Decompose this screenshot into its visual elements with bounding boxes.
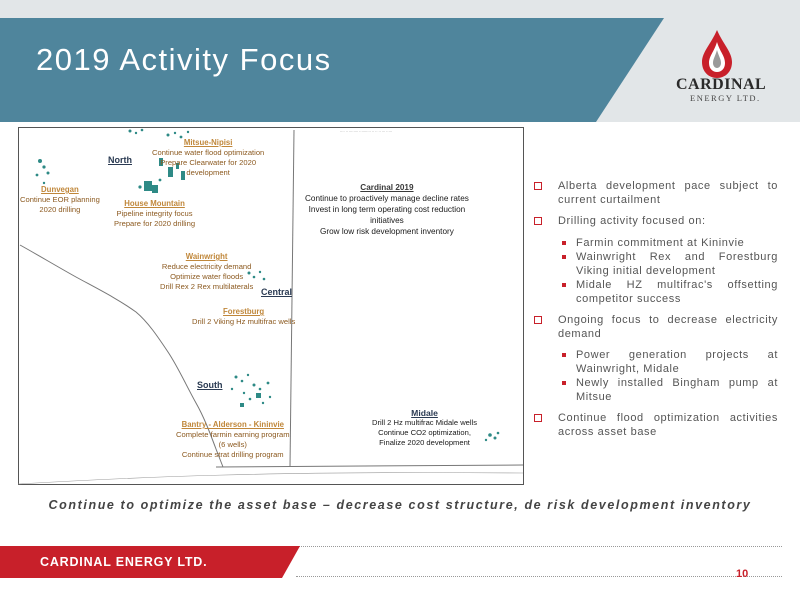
- zone-north: North: [108, 155, 132, 165]
- square-bullet-icon: [562, 255, 566, 259]
- area-house-mountain: House Mountain Pipeline integrity focus Prepare for 2020 drilling: [114, 199, 196, 228]
- logo-subtitle: ENERGY LTD.: [690, 93, 761, 103]
- sub-bullet-item: Wainwright Rex and Forestburg Viking initial development: [532, 251, 778, 278]
- map-legend-strip: ···· ·· ········ ·········· ·· ·· ·· ··· ·····: [340, 130, 393, 134]
- square-bullet-icon: [562, 381, 566, 385]
- sub-bullet-item: Power generation projects at Wainwright, Midale: [532, 349, 778, 376]
- sub-bullet-item: Midale HZ multifrac's offsetting competitor success: [532, 279, 778, 306]
- checkbox-bullet-icon: [534, 414, 542, 422]
- area-dunvegan: Dunvegan Continue EOR planning 2020 drilling: [20, 185, 100, 214]
- checkbox-bullet-icon: [534, 182, 542, 190]
- bullet-list: [532, 180, 778, 447]
- footer-company-name: CARDINAL ENERGY LTD.: [40, 555, 208, 569]
- area-bantry-alderson-kininvie: Bantry - Alderson - Kininvie Complete farmin earning program (6 wells) Continue strat drilling program: [176, 420, 290, 459]
- sub-bullet-list: [532, 349, 778, 404]
- sub-bullet-item: Farmin commitment at Kininvie: [532, 237, 778, 251]
- bullet-item: Ongoing focus to decrease electricity demand: [532, 314, 778, 341]
- square-bullet-icon: [562, 241, 566, 245]
- cardinal-logo-icon: [697, 28, 737, 80]
- sub-bullet-item: Newly installed Bingham pump at Mitsue: [532, 377, 778, 404]
- checkbox-bullet-icon: [534, 217, 542, 225]
- footer-divider: [296, 576, 782, 577]
- tagline: Continue to optimize the asset base – decrease cost structure, de risk development inventory: [48, 498, 752, 512]
- area-midale: Midale Drill 2 Hz multifrac Midale wells Continue CO2 optimization, Finalize 2020 development: [372, 408, 478, 447]
- cardinal-2019-summary: Cardinal 2019 Continue to proactively manage decline rates Invest in long term operating cost reduction initiatives Grow low risk development inventory: [305, 183, 469, 236]
- page-number: 10: [736, 568, 749, 580]
- bullet-item: Drilling activity focused on:: [532, 215, 778, 229]
- page-title: 2019 Activity Focus: [36, 42, 332, 77]
- checkbox-bullet-icon: [534, 316, 542, 324]
- logo-wordmark: CARDINAL: [676, 76, 767, 93]
- square-bullet-icon: [562, 283, 566, 287]
- bullet-item: Alberta development pace subject to current curtailment: [532, 180, 778, 207]
- square-bullet-icon: [562, 353, 566, 357]
- area-mitsue: Mitsue-Nipisi Continue water flood optimization Prepare Clearwater for 2020 development: [152, 138, 265, 177]
- bullet-item: Continue flood optimization activities across asset base: [532, 412, 778, 439]
- area-forestburg: Forestburg Drill 2 Viking Hz multifrac wells: [192, 307, 296, 326]
- zone-south: South: [197, 380, 223, 390]
- zone-central: Central: [261, 287, 293, 297]
- area-wainwright: Wainwright Reduce electricity demand Optimize water floods Drill Rex 2 Rex multilaterals: [160, 252, 254, 291]
- sub-bullet-list: [532, 237, 778, 307]
